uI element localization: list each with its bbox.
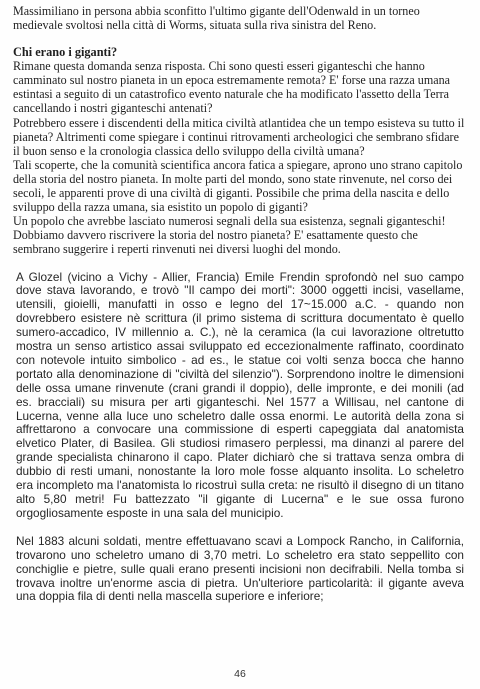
examples-section bbox=[13, 271, 466, 605]
section-paragraph: Potrebbero essere i discendenti della mitica civiltà atlantidea che un tempo esisteva su tutto il pianeta? Altrimenti come spiegare i continui ritrovamenti archeologici che sembrano sfidare il buon senso e la cronologia classica dello sviluppo della civiltà umana? bbox=[13, 115, 465, 158]
example-paragraph-glozel: A Glozel (vicino a Vichy - Allier, Francia) Emile Frendin sprofondò nel suo campo dove stava lavorando, e trovò "Il campo dei morti": 3000 oggetti incisi, vasellame, utensili, gioielli, manufatti in osso e legno del 17~15.000 a.C. - quando non dovrebbero esistere nè scrittura (il primo sistema di scrittura documentato è quello sumero-accadico, IV millennio a. C.), nè la ceramica (la cui lavorazione oltretutto mostra un senso artistico assai sviluppato ed eccezionalmente raffinato, coordinato con notevole intuito simbolico - ad es., le statue coi volti senza bocca che hanno portato alla denominazione di "civiltà del silenzio"). Sorprendono inoltre le dimensioni delle ossa umane rinvenute (crani grandi il doppio), delle impronte, e dei monili (ad es. bracciali) su misura per arti giganteschi. Nel 1577 a Willisau, nel cantone di Lucerna, venne alla luce uno scheletro dalle ossa enormi. Le autorità della zona si affrettarono a convocare una commissione di esperti capeggiata dal anatomista elvetico Plater, di Basilea. Gli studiosi rimasero perplessi, ma dinanzi al parere del grande specialista chinarono il capo. Plater dichiarò che si trattava senza ombra di dubbio di resti umani, nonostante la loro mole fosse alquanto insolita. Lo scheletro era incompleto ma l'anatomista lo ricostruì sulla creta: ne risultò il disegno di un titano alto 5,80 metri! Fu battezzato "il gigante di Lucerna" e le sue ossa furono orgogliosamente esposte in una sala del municipio. bbox=[16, 269, 464, 520]
section-paragraph: Un popolo che avrebbe lasciato numerosi segnali della sua esistenza, segnali giganteschi! Dobbiamo davvero riscrivere la storia del nostro pianeta? E' esattamente questo che sembrano suggerire i reperti rinvenuti nei diversi luoghi del mondo. bbox=[13, 214, 446, 257]
section-giants bbox=[13, 45, 466, 256]
page-number: 46 bbox=[234, 668, 246, 680]
section-paragraph: Rimane questa domanda senza risposta. Chi sono questi esseri giganteschi che hanno camminato sul nostro pianeta in un epoca estremamente remota? E' forse una razza umana estintasi a seguito di un catastrofico evento naturale che ha modificato l'assetto della Terra cancellando i nostri giganteschi antenati? bbox=[13, 59, 451, 116]
section-paragraph: Tali scoperte, che la comunità scientifica ancora fatica a spiegare, aprono uno strano capitolo della storia del nostro pianeta. In molte parti del mondo, sono state rinvenute, nel corso dei secoli, le apparenti prove di una civiltà di giganti. Possibile che prima della nascita e dello sviluppo della razza umana, sia esistito un popolo di giganti? bbox=[13, 157, 463, 215]
example-paragraph-lompock: Nel 1883 alcuni soldati, mentre effettuavano scavi a Lompock Rancho, in California, trovarono uno scheletro umano di 3,70 metri. Lo scheletro era stato seppellito con conchiglie e pietre, sulle quali erano presenti incisioni non decifrabili. Nella tomba si trovava inoltre un'enorme ascia di pietra. Un'ulteriore particolarità: il gigante aveva una doppia fila di denti nella mascella superiore e inferiore; bbox=[16, 533, 464, 604]
intro-paragraph: Massimiliano in persona abbia sconfitto l'ultimo gigante dell'Odenwald in un torneo medievale svoltosi nella città di Worms, situata sulla riva sinistra del Reno. bbox=[13, 4, 420, 33]
section-heading: Chi erano i giganti? bbox=[13, 45, 118, 60]
